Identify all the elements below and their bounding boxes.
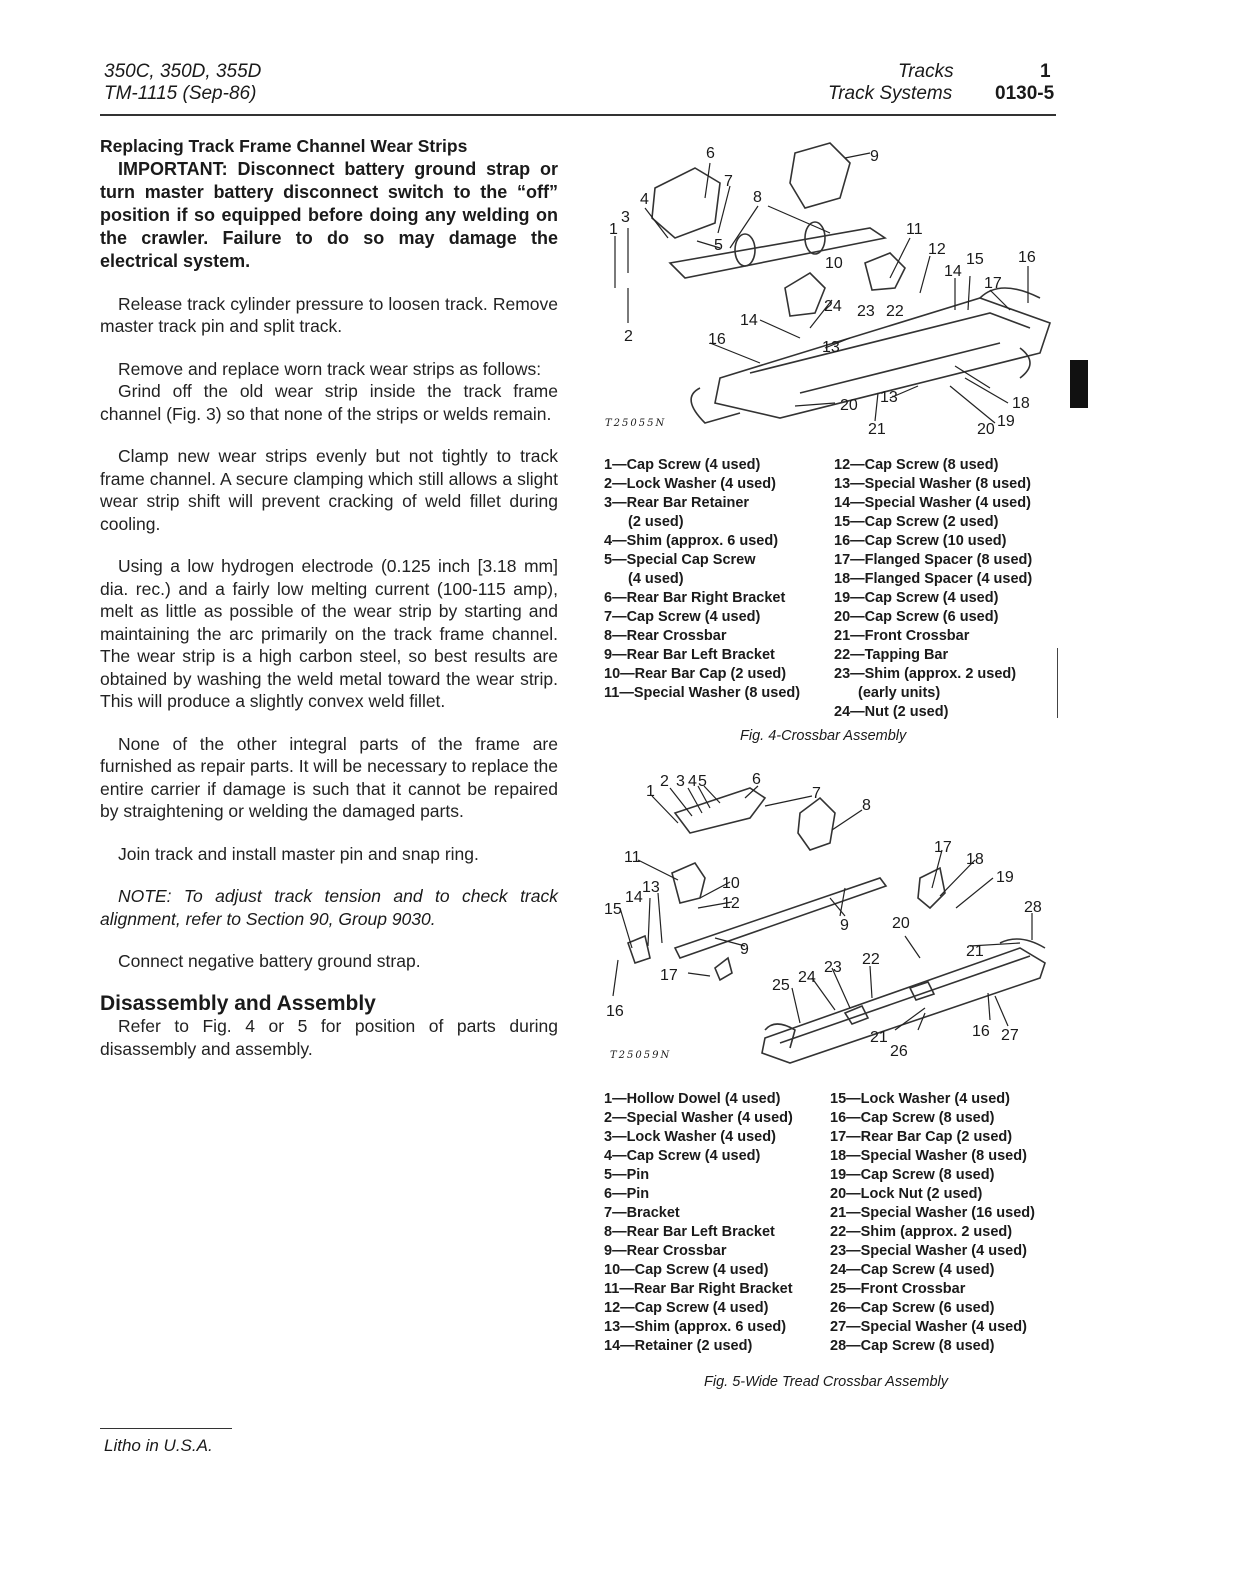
header-group: Track Systems (828, 83, 953, 104)
legend-item: 1—Cap Screw (4 used) (604, 457, 761, 473)
legend-item: 16—Cap Screw (10 used) (834, 533, 1007, 549)
legend-item: 16—Cap Screw (8 used) (830, 1110, 995, 1126)
callout: 16 (1018, 249, 1036, 266)
callout: 20 (977, 421, 995, 438)
legend-item: 14—Retainer (2 used) (604, 1338, 753, 1354)
callout: 18 (1012, 395, 1030, 412)
figure-5-illustration (600, 768, 1060, 1068)
callout: 23 (857, 303, 875, 320)
legend-item: 8—Rear Crossbar (604, 628, 727, 644)
legend-item: 5—Special Cap Screw (604, 552, 756, 568)
callout: 11 (906, 221, 923, 238)
legend-item: 19—Cap Screw (4 used) (834, 590, 999, 606)
crossbar-exploded-diagram (600, 138, 1060, 443)
callout: 16 (708, 331, 726, 348)
legend-item: 21—Front Crossbar (834, 628, 970, 644)
legend-item: 12—Cap Screw (4 used) (604, 1300, 769, 1316)
callout: 11 (624, 849, 641, 866)
figure-4-legend-right (834, 456, 1032, 722)
callout: 13 (642, 879, 660, 896)
callout: 7 (724, 173, 733, 190)
legend-item: (2 used) (628, 514, 684, 530)
footer-litho: Litho in U.S.A. (104, 1436, 213, 1455)
header-section-number: 1 (1040, 61, 1051, 82)
callout: 21 (868, 421, 886, 438)
legend-item: 9—Rear Bar Left Bracket (604, 647, 775, 663)
callout: 12 (722, 895, 740, 912)
legend-item: 11—Special Washer (8 used) (604, 685, 801, 701)
heading-disassembly: Disassembly and Assembly (100, 991, 376, 1015)
legend-item: 6—Pin (604, 1186, 650, 1202)
legend-item: 23—Special Washer (4 used) (830, 1243, 1027, 1259)
legend-item: 13—Shim (approx. 6 used) (604, 1319, 787, 1335)
callout: 26 (890, 1043, 908, 1060)
legend-item: 20—Lock Nut (2 used) (830, 1186, 983, 1202)
legend-item: 13—Special Washer (8 used) (834, 476, 1031, 492)
legend-item: 17—Flanged Spacer (8 used) (834, 552, 1033, 568)
legend-item: 2—Special Washer (4 used) (604, 1110, 793, 1126)
callout: 5 (698, 773, 707, 790)
callout: 15 (604, 901, 622, 918)
legend-item: 21—Special Washer (16 used) (830, 1205, 1035, 1221)
callout: 16 (972, 1023, 990, 1040)
legend-item: 9—Rear Crossbar (604, 1243, 727, 1259)
callout: 8 (862, 797, 871, 814)
callout: 2 (660, 773, 669, 790)
callout: 1 (609, 221, 618, 238)
callout: 5 (714, 237, 723, 254)
callout: 7 (812, 785, 821, 802)
header-rule (100, 114, 1056, 116)
legend-item: 1—Hollow Dowel (4 used) (604, 1091, 781, 1107)
paragraph: Grind off the old wear strip inside the track frame channel (Fig. 3) so that none of the strips or welds remain. (100, 381, 558, 424)
callout: 9 (740, 941, 749, 958)
callout: 28 (1024, 899, 1042, 916)
note: NOTE: To adjust track tension and to check track alignment, refer to Section 90, Group 9030. (100, 886, 558, 929)
callout: 24 (798, 969, 816, 986)
figure-4-caption: Fig. 4-Crossbar Assembly (740, 728, 907, 744)
callout: 23 (824, 959, 842, 976)
callout: 20 (840, 397, 858, 414)
paragraph: Release track cylinder pressure to loosen track. Remove master track pin and split track. (100, 293, 558, 336)
legend-item: 10—Rear Bar Cap (2 used) (604, 666, 787, 682)
callout: 14 (625, 889, 643, 906)
legend-item: 24—Nut (2 used) (834, 704, 949, 720)
callout: 16 (606, 1003, 624, 1020)
legend-item: 7—Cap Screw (4 used) (604, 609, 761, 625)
callout: 2 (624, 328, 633, 345)
callout: 12 (928, 241, 946, 258)
paragraph: Refer to Fig. 4 or 5 for position of parts during disassembly and assembly. (100, 1016, 558, 1059)
callout: 21 (870, 1029, 888, 1046)
legend-item: 22—Shim (approx. 2 used) (830, 1224, 1013, 1240)
legend-item: 26—Cap Screw (6 used) (830, 1300, 995, 1316)
callout: 9 (840, 917, 849, 934)
legend-item: 11—Rear Bar Right Bracket (604, 1281, 793, 1297)
paragraph: Clamp new wear strips evenly but not tightly to track frame channel. A secure clamping which still allows a slight wear strip shift will prevent cracking of weld fillet during cooling. (100, 446, 558, 534)
legend-item: (4 used) (628, 571, 684, 587)
legend-item: 18—Special Washer (8 used) (830, 1148, 1027, 1164)
legend-item: 15—Lock Washer (4 used) (830, 1091, 1010, 1107)
paragraph: Join track and install master pin and snap ring. (118, 843, 479, 864)
callout: 14 (740, 312, 758, 329)
figure-tag: T25059N (610, 1050, 672, 1061)
legend-item: 15—Cap Screw (2 used) (834, 514, 999, 530)
callout: 27 (1001, 1027, 1019, 1044)
legend-item: 22—Tapping Bar (834, 647, 949, 663)
figure-4-illustration (600, 138, 1060, 443)
callout: 10 (722, 875, 740, 892)
paragraph: Remove and replace worn track wear strips as follows: (118, 358, 542, 379)
legend-item: 2—Lock Washer (4 used) (604, 476, 776, 492)
figure-tag: T25055N (605, 418, 667, 429)
callout: 17 (984, 275, 1002, 292)
legend-item: 3—Lock Washer (4 used) (604, 1129, 776, 1145)
left-column (100, 135, 558, 1080)
callout: 4 (640, 191, 649, 208)
important-notice: IMPORTANT: Disconnect battery ground strap or turn master battery disconnect switch to the “off” position if so equipped before doing any welding on the crawler. Failure to do so may damage the electrical system. (100, 158, 558, 271)
header-page-number: 0130-5 (995, 83, 1055, 104)
callout: 3 (676, 773, 685, 790)
wide-tread-crossbar-diagram (600, 768, 1060, 1068)
legend-item: 3—Rear Bar Retainer (604, 495, 750, 511)
legend-item: 12—Cap Screw (8 used) (834, 457, 999, 473)
legend-item: 10—Cap Screw (4 used) (604, 1262, 769, 1278)
callout: 10 (825, 255, 843, 272)
callout: 25 (772, 977, 790, 994)
legend-item: 17—Rear Bar Cap (2 used) (830, 1129, 1013, 1145)
legend-item: 4—Cap Screw (4 used) (604, 1148, 761, 1164)
section-tab-mark (1070, 360, 1088, 408)
subheading-wear-strips: Replacing Track Frame Channel Wear Strips (100, 136, 468, 156)
legend-item: 23—Shim (approx. 2 used) (834, 666, 1017, 682)
legend-item: (early units) (858, 685, 941, 701)
callout: 17 (934, 839, 952, 856)
paragraph: Connect negative battery ground strap. (118, 951, 421, 971)
paragraph: Using a low hydrogen electrode (0.125 inch [3.18 mm] dia. rec.) and a fairly low melting current (100-115 amp), melt as little as possible of the wear strip by starting and maintaining the arc primarily on the track frame channel. The wear strip is a high carbon steel, so best results are obtained by washing the weld metal toward the wear strip. This will produce a slightly convex weld fillet. (100, 556, 558, 711)
figure-5-legend-right (830, 1090, 1035, 1356)
callout: 9 (870, 148, 879, 165)
footer-rule (100, 1428, 232, 1429)
callout: 21 (966, 943, 984, 960)
legend-item: 24—Cap Screw (4 used) (830, 1262, 995, 1278)
callout: 1 (646, 783, 655, 800)
legend-item: 27—Special Washer (4 used) (830, 1319, 1027, 1335)
legend-item: 7—Bracket (604, 1205, 680, 1221)
callout: 4 (688, 773, 697, 790)
legend-item: 28—Cap Screw (8 used) (830, 1338, 995, 1354)
change-bar (1057, 648, 1058, 718)
legend-item: 5—Pin (604, 1167, 650, 1183)
legend-item: 4—Shim (approx. 6 used) (604, 533, 779, 549)
figure-5-legend-left (604, 1090, 793, 1356)
callout: 13 (822, 339, 840, 356)
legend-item: 8—Rear Bar Left Bracket (604, 1224, 775, 1240)
callout: 19 (996, 869, 1014, 886)
callout: 6 (706, 145, 715, 162)
callout: 6 (752, 771, 761, 788)
callout: 8 (753, 189, 762, 206)
callout: 19 (997, 413, 1015, 430)
paragraph: None of the other integral parts of the frame are furnished as repair parts. It will be necessary to replace the entire carrier if damage is such that it cannot be repaired by straightening or welding the damaged parts. (100, 733, 558, 821)
callout: 15 (966, 251, 984, 268)
callout: 24 (824, 298, 842, 315)
legend-item: 25—Front Crossbar (830, 1281, 966, 1297)
legend-item: 18—Flanged Spacer (4 used) (834, 571, 1033, 587)
callout: 3 (621, 209, 630, 226)
legend-item: 14—Special Washer (4 used) (834, 495, 1031, 511)
callout: 22 (886, 303, 904, 320)
legend-item: 19—Cap Screw (8 used) (830, 1167, 995, 1183)
header-manual: TM-1115 (Sep-86) (104, 83, 257, 104)
legend-item: 6—Rear Bar Right Bracket (604, 590, 786, 606)
figure-4-legend-left (604, 456, 800, 703)
callout: 14 (944, 263, 962, 280)
header-section: Tracks (898, 61, 954, 82)
header-models: 350C, 350D, 355D (104, 61, 262, 82)
callout: 22 (862, 951, 880, 968)
callout: 18 (966, 851, 984, 868)
callout: 13 (880, 389, 898, 406)
figure-5-caption: Fig. 5-Wide Tread Crossbar Assembly (704, 1374, 949, 1390)
callout: 20 (892, 915, 910, 932)
legend-item: 20—Cap Screw (6 used) (834, 609, 999, 625)
callout: 17 (660, 967, 678, 984)
